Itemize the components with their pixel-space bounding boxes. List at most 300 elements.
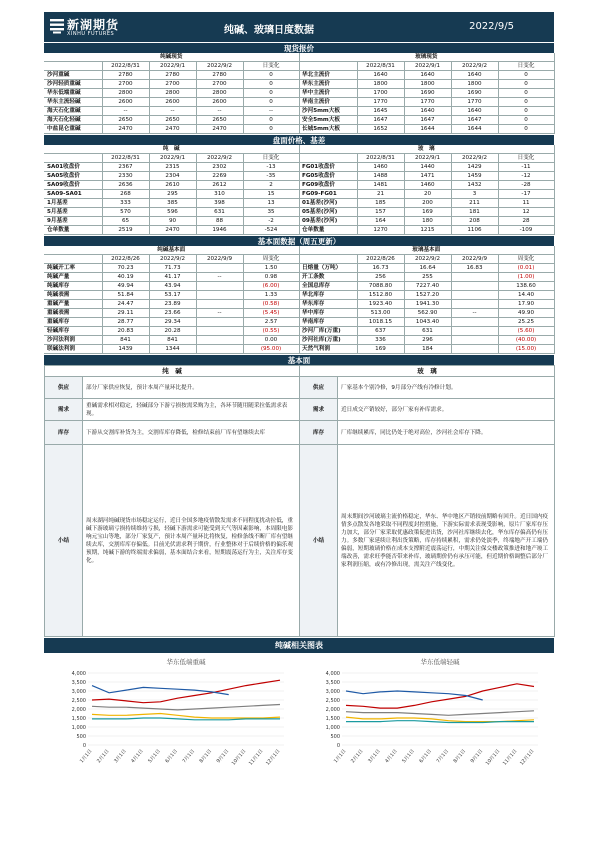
row-label: 09基差(沙河) — [299, 217, 357, 226]
x-tick-label: 11月1日 — [502, 749, 519, 767]
table-cell: 0 — [498, 116, 554, 125]
table-cell: 1429 — [451, 163, 498, 172]
table-row — [44, 71, 299, 80]
row-label: 华北库存 — [299, 291, 357, 300]
table-cell: 16.83 — [451, 264, 498, 273]
table-cell: 2470 — [102, 125, 149, 134]
column-header: 2022/9/2 — [196, 62, 243, 71]
table-cell: -- — [196, 309, 243, 318]
table-cell: 17.90 — [498, 300, 554, 309]
table-cell: 12 — [498, 208, 554, 217]
table-title: 玻璃基本面 — [299, 246, 554, 255]
table-cell: -- — [451, 309, 498, 318]
row-label: 沙河5mm大板 — [299, 107, 357, 116]
table-cell: 2470 — [149, 125, 196, 134]
table-cell: 1647 — [404, 116, 451, 125]
x-tick-label: 2月1日 — [350, 749, 365, 765]
table-cell: 185 — [357, 199, 404, 208]
y-tick-label: 4,000 — [71, 670, 86, 677]
table-row — [299, 163, 554, 172]
row-label: 华北主流价 — [299, 71, 357, 80]
x-tick-label: 1月1日 — [79, 749, 94, 765]
table-cell: 1344 — [149, 345, 196, 354]
column-header: 日变化 — [243, 62, 299, 71]
table-cell: -11 — [498, 163, 554, 172]
table-row — [299, 282, 554, 291]
table-row — [299, 300, 554, 309]
table-cell: 2780 — [102, 71, 149, 80]
table-title-row — [44, 53, 299, 62]
table-header-row — [299, 62, 554, 71]
x-tick-label: 12月1日 — [265, 749, 282, 767]
table-row — [44, 107, 299, 116]
table-cell: 200 — [404, 199, 451, 208]
row-label: 天然气利润 — [299, 345, 357, 354]
fund-row — [45, 377, 555, 399]
column-header: 2022/9/2 — [404, 255, 451, 264]
table-cell: 29.11 — [102, 309, 149, 318]
table-cell — [196, 264, 243, 273]
fund-text-glass: 近日成交产销较好，部分厂家有补库需求。 — [338, 399, 555, 421]
y-tick-label: 1,500 — [325, 715, 340, 722]
table-cell: 1488 — [357, 172, 404, 181]
table-row — [299, 327, 554, 336]
report-header — [44, 12, 554, 42]
table-cell: 53.17 — [149, 291, 196, 300]
table-row — [44, 116, 299, 125]
table-cell: 255 — [404, 273, 451, 282]
charts-area — [44, 653, 554, 775]
table-cell: -17 — [498, 190, 554, 199]
row-label: 重碱表需 — [44, 309, 102, 318]
y-tick-label: 1,500 — [71, 715, 86, 722]
column-header: 2022/9/1 — [149, 62, 196, 71]
row-label: 日熔量（万吨） — [299, 264, 357, 273]
table-cell — [451, 291, 498, 300]
table-cell: 2330 — [102, 172, 149, 181]
row-label: 开工条数 — [299, 273, 357, 282]
table-cell: 138.60 — [498, 282, 554, 291]
table-cell: (0.01) — [498, 264, 554, 273]
table-row — [44, 273, 299, 282]
table-cell: (40.00) — [498, 336, 554, 345]
y-tick-label: 500 — [76, 733, 86, 740]
table-cell: 0.00 — [243, 336, 299, 345]
table-cell: 2269 — [196, 172, 243, 181]
table-cell: 15 — [243, 190, 299, 199]
table-cell: 16.73 — [357, 264, 404, 273]
table-cell: 28.77 — [102, 318, 149, 327]
table-row — [299, 125, 554, 134]
table-cell: -- — [196, 273, 243, 282]
header-cell-empty — [44, 62, 102, 71]
row-label: 安全5mm大板 — [299, 116, 357, 125]
table-cell: 0 — [243, 98, 299, 107]
column-header: 2022/8/31 — [357, 62, 404, 71]
x-tick-label: 3月1日 — [113, 749, 128, 765]
table-cell: 2 — [243, 181, 299, 190]
row-label: 华东主流轻碱 — [44, 98, 102, 107]
column-header: 2022/9/2 — [451, 62, 498, 71]
table-row — [44, 327, 299, 336]
x-tick-label: 1月1日 — [333, 749, 348, 765]
table-row — [299, 217, 554, 226]
y-tick-label: 3,000 — [325, 688, 340, 695]
fund-head-glass: 玻 璃 — [300, 366, 555, 377]
table-cell: 49.94 — [102, 282, 149, 291]
table-cell: 180 — [404, 217, 451, 226]
table-cell: 2650 — [149, 116, 196, 125]
table-cell: 23.66 — [149, 309, 196, 318]
table-cell: 2302 — [196, 163, 243, 172]
table-cell: 0 — [498, 107, 554, 116]
row-label: 沙河轻质重碱 — [44, 80, 102, 89]
table-title-row — [44, 246, 299, 255]
column-header: 2022/9/1 — [149, 154, 196, 163]
table-cell: 1800 — [357, 80, 404, 89]
row-label: 05基差(沙河) — [299, 208, 357, 217]
row-label: 沙河法利润 — [44, 336, 102, 345]
table-cell: 28 — [498, 217, 554, 226]
table-cell: 513.00 — [357, 309, 404, 318]
fund-head-soda: 纯 碱 — [45, 366, 300, 377]
table-cell: 2700 — [196, 80, 243, 89]
table-row — [44, 264, 299, 273]
table-row — [44, 300, 299, 309]
table-cell: 2800 — [102, 89, 149, 98]
row-label: 中盐昆仑重碱 — [44, 125, 102, 134]
table-cell: 1770 — [451, 98, 498, 107]
row-label: FG09-FG01 — [299, 190, 357, 199]
table-cell: 65 — [102, 217, 149, 226]
table-row — [299, 181, 554, 190]
company-logo — [50, 16, 136, 38]
table-cell: 562.90 — [404, 309, 451, 318]
table-row — [44, 217, 299, 226]
table-cell: 0 — [243, 71, 299, 80]
futures-tables — [44, 145, 554, 235]
y-tick-label: 3,000 — [71, 688, 86, 695]
y-tick-label: 0 — [82, 742, 86, 749]
row-label: 长城5mm大板 — [299, 125, 357, 134]
table-cell: -- — [243, 107, 299, 116]
table-cell — [196, 327, 243, 336]
table-row — [299, 291, 554, 300]
table-cell: 2600 — [149, 98, 196, 107]
table-cell: 1471 — [404, 172, 451, 181]
table-cell — [451, 282, 498, 291]
table-cell — [451, 336, 498, 345]
fund-label-soda: 库存 — [45, 421, 83, 445]
fundamentals-table — [44, 365, 555, 637]
table-cell — [196, 336, 243, 345]
table-cell: 20.28 — [149, 327, 196, 336]
table-row — [299, 273, 554, 282]
column-header: 2022/9/1 — [404, 154, 451, 163]
table-cell: 1644 — [451, 125, 498, 134]
table-cell: 1690 — [404, 89, 451, 98]
header-cell-empty — [44, 255, 102, 264]
row-label: 华中库存 — [299, 309, 357, 318]
table-cell: 2367 — [102, 163, 149, 172]
row-label: 仓单数量 — [299, 226, 357, 235]
table-row — [44, 172, 299, 181]
table-cell: 1640 — [357, 71, 404, 80]
table-cell — [196, 282, 243, 291]
table-cell: 3 — [451, 190, 498, 199]
table-cell: 0 — [243, 80, 299, 89]
table-row — [44, 318, 299, 327]
table-cell: 2470 — [196, 125, 243, 134]
table-cell: 570 — [102, 208, 149, 217]
table-cell: 1043.40 — [404, 318, 451, 327]
table-cell: 13 — [243, 199, 299, 208]
table-cell: 2700 — [149, 80, 196, 89]
table-cell: 1647 — [357, 116, 404, 125]
row-label: 海天石化轻碱 — [44, 116, 102, 125]
table-cell: 1018.15 — [357, 318, 404, 327]
row-label: 纯碱库存 — [44, 282, 102, 291]
table-cell: (6.00) — [243, 282, 299, 291]
x-tick-label: 8月1日 — [453, 749, 468, 765]
table-cell: 71.73 — [149, 264, 196, 273]
y-tick-label: 2,500 — [325, 697, 340, 704]
table-cell: 1652 — [357, 125, 404, 134]
x-tick-label: 9月1日 — [470, 749, 485, 765]
row-label: 仓单数量 — [44, 226, 102, 235]
x-tick-label: 8月1日 — [199, 749, 214, 765]
futures-section-title: 盘面价格、基差 — [44, 134, 554, 145]
table-cell: 268 — [102, 190, 149, 199]
series-line — [346, 691, 483, 700]
table-cell: 14.40 — [498, 291, 554, 300]
table-cell — [451, 318, 498, 327]
charts-section-title: 纯碱相关图表 — [44, 637, 554, 653]
table-cell: 2315 — [149, 163, 196, 172]
table-cell: 2780 — [196, 71, 243, 80]
row-label: 5月基差 — [44, 208, 102, 217]
soda-spot-table — [44, 53, 300, 134]
table-header-row — [44, 154, 299, 163]
weekly-tables — [44, 246, 554, 354]
x-tick-label: 7月1日 — [436, 749, 451, 765]
table-cell: 40.19 — [102, 273, 149, 282]
table-title-row — [44, 145, 299, 154]
table-title-row — [299, 246, 554, 255]
table-cell: 637 — [357, 327, 404, 336]
column-header: 2022/9/9 — [196, 255, 243, 264]
table-row — [44, 163, 299, 172]
table-cell: 1459 — [451, 172, 498, 181]
weekly-section-title: 基本面数据（周五更新） — [44, 235, 554, 246]
row-label: 重碱产量 — [44, 300, 102, 309]
header-cell-empty — [299, 255, 357, 264]
column-header: 周变化 — [243, 255, 299, 264]
table-cell: 20 — [404, 190, 451, 199]
table-cell — [196, 318, 243, 327]
x-tick-label: 12月1日 — [519, 749, 536, 767]
table-title-row — [299, 145, 554, 154]
table-cell: 41.17 — [149, 273, 196, 282]
table-row — [44, 190, 299, 199]
x-tick-label: 6月1日 — [419, 749, 433, 765]
table-cell: 2600 — [196, 98, 243, 107]
table-header-row — [299, 154, 554, 163]
table-cell: 2636 — [102, 181, 149, 190]
table-cell — [451, 345, 498, 354]
table-cell — [451, 273, 498, 282]
table-row — [44, 80, 299, 89]
table-cell: (15.00) — [498, 345, 554, 354]
glass-spot-table — [299, 53, 555, 134]
table-cell: 20.83 — [102, 327, 149, 336]
table-cell: 1439 — [102, 345, 149, 354]
row-label: 01基差(沙河) — [299, 199, 357, 208]
table-cell — [196, 345, 243, 354]
column-header: 2022/8/26 — [357, 255, 404, 264]
table-cell: 1640 — [451, 107, 498, 116]
row-label: 华南库存 — [299, 318, 357, 327]
table-cell: 1941.30 — [404, 300, 451, 309]
table-cell: 1527.20 — [404, 291, 451, 300]
table-cell: 35 — [243, 208, 299, 217]
row-label: FG09收盘价 — [299, 181, 357, 190]
table-cell: 0 — [498, 98, 554, 107]
row-label: 华东低端重碱 — [44, 89, 102, 98]
table-cell: 169 — [357, 345, 404, 354]
table-cell: 2304 — [149, 172, 196, 181]
table-row — [44, 336, 299, 345]
row-label: 海天石化重碱 — [44, 107, 102, 116]
table-cell: 2519 — [102, 226, 149, 235]
table-cell: -35 — [243, 172, 299, 181]
fund-text-soda: 周末湖河纯碱现货市场稳定运行，近日全国多地疫情散发需求不同程度扰动拉低，重碱下游玻璃亏损持续维持亏损，轻碱下游需求可能受到天气等因素影响，本周限电影响元宝山等地，部分厂家复产，预计本周产量环比将恢复，检修条线不断厂库有望继续去库，交割库库存偏低。目前光伏需求利于期价，行业整体对于后续价格的偏乐观预期，纯碱下游的终端需求偏弱，基本面结合来看，短期震荡运行为主，关注库存变化。 — [83, 445, 300, 637]
fund-label-glass: 库存 — [300, 421, 338, 445]
table-cell: 7088.80 — [357, 282, 404, 291]
table-row — [299, 208, 554, 217]
header-cell-empty — [299, 154, 357, 163]
row-label: 轻碱库存 — [44, 327, 102, 336]
row-label: 纯碱开工率 — [44, 264, 102, 273]
table-cell: 157 — [357, 208, 404, 217]
row-label: 9月基差 — [44, 217, 102, 226]
table-cell: 0 — [498, 71, 554, 80]
table-row — [299, 264, 554, 273]
row-label: 纯碱产量 — [44, 273, 102, 282]
spot-section-title: 现货报价 — [44, 42, 554, 53]
table-header-row — [44, 255, 299, 264]
table-cell: 631 — [404, 327, 451, 336]
table-cell: 385 — [149, 199, 196, 208]
table-cell: 0.98 — [243, 273, 299, 282]
table-title-row — [299, 53, 554, 62]
header-cell-empty — [44, 154, 102, 163]
table-cell: 1512.80 — [357, 291, 404, 300]
table-cell: 841 — [149, 336, 196, 345]
table-row — [44, 199, 299, 208]
table-cell: 2.57 — [243, 318, 299, 327]
table-cell: 1640 — [451, 71, 498, 80]
column-header: 2022/9/1 — [404, 62, 451, 71]
table-row — [44, 208, 299, 217]
table-cell — [451, 300, 498, 309]
table-cell: 256 — [357, 273, 404, 282]
row-label: 华东主流价 — [299, 80, 357, 89]
table-cell: 25.25 — [498, 318, 554, 327]
charts-svg — [44, 653, 554, 775]
table-cell: 1481 — [357, 181, 404, 190]
fund-label-glass: 需求 — [300, 399, 338, 421]
table-row — [299, 71, 554, 80]
table-cell: 2780 — [149, 71, 196, 80]
table-row — [299, 107, 554, 116]
table-cell: 2700 — [102, 80, 149, 89]
fund-text-glass: 周末期间沙河玻璃主流价格稳定，华东、华中地区产销较前期略有回升。近日国内疫情多点散发各地采取不同程度封控措施，下游实际需求表现受影响，原片厂家库存压力加大，部分厂家采取优惠政策促进出货，沙河社库继续去化，华东库存偏高仍有压力。多数厂家延续让利出货策略，库存持续累积，需求仍处淡季，终端地产开工端仍偏弱，短期玻璃价格在成本支撑附近震荡运行，中期关注保交楼政策推进和地产竣工端改善，需求旺季能否带来补库，玻璃期价仍有承压可能，但近期价格调整后部分厂家利润压缩，或有冷修出现，需关注产线变化。 — [338, 445, 555, 637]
row-label: 全国总库存 — [299, 282, 357, 291]
table-row — [299, 98, 554, 107]
table-cell: 1800 — [451, 80, 498, 89]
table-cell: 169 — [404, 208, 451, 217]
table-cell — [451, 327, 498, 336]
series-line — [346, 711, 534, 716]
chart-title: 华东低端重碱 — [166, 658, 206, 666]
table-cell: (5.60) — [498, 327, 554, 336]
table-cell: 310 — [196, 190, 243, 199]
fund-label-soda: 需求 — [45, 399, 83, 421]
row-label: SA09-SA01 — [44, 190, 102, 199]
fund-text-soda: 下游从交割库补货为主，交割库库存降低，检修结束前厂库有望继续去库 — [83, 421, 300, 445]
x-tick-label: 10月1日 — [485, 749, 502, 767]
table-cell: 295 — [149, 190, 196, 199]
table-title: 纯碱现货 — [44, 53, 299, 62]
table-row — [44, 282, 299, 291]
table-cell — [196, 300, 243, 309]
table-cell: 88 — [196, 217, 243, 226]
logo-en-text: XINHU FUTURES — [67, 31, 115, 37]
y-tick-label: 0 — [336, 742, 340, 749]
y-tick-label: 1,000 — [325, 724, 340, 731]
row-label: FG01收盘价 — [299, 163, 357, 172]
table-row — [299, 199, 554, 208]
x-tick-label: 10月1日 — [231, 749, 248, 767]
logo-cn-text: 新湖期货 — [67, 18, 120, 32]
table-cell: 29.34 — [149, 318, 196, 327]
y-tick-label: 1,000 — [71, 724, 86, 731]
table-cell: 164 — [357, 217, 404, 226]
logo-mark-icon — [50, 18, 64, 34]
table-cell: 596 — [149, 208, 196, 217]
table-cell: 1770 — [357, 98, 404, 107]
table-cell: 0 — [243, 125, 299, 134]
fund-text-glass: 厂家基本个别冷修，9月部分产线有冷修计划。 — [338, 377, 555, 399]
table-cell: 1640 — [404, 107, 451, 116]
table-cell: (5.45) — [243, 309, 299, 318]
report-date: 2022/9/5 — [469, 21, 514, 32]
x-tick-label: 9月1日 — [216, 749, 231, 765]
glass-weekly-table — [299, 246, 555, 354]
table-row — [44, 345, 299, 354]
fund-row — [45, 445, 555, 637]
table-row — [299, 318, 554, 327]
table-row — [44, 89, 299, 98]
row-label: 重碱库存 — [44, 318, 102, 327]
fund-label-glass: 供应 — [300, 377, 338, 399]
table-cell: 1645 — [357, 107, 404, 116]
column-header: 2022/8/31 — [102, 62, 149, 71]
x-tick-label: 2月1日 — [96, 749, 111, 765]
table-cell: 2600 — [102, 98, 149, 107]
table-row — [44, 226, 299, 235]
